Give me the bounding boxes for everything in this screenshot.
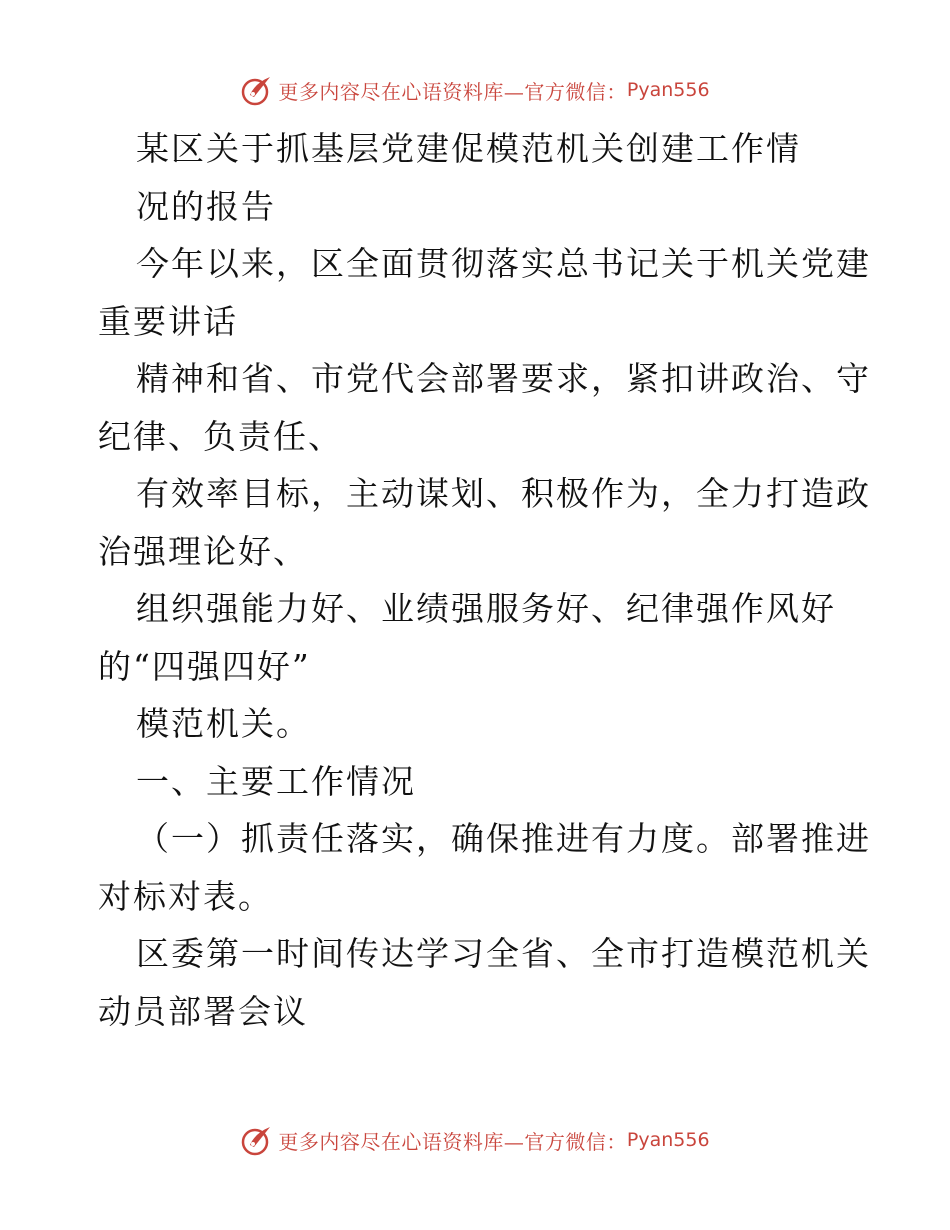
paragraph-line: 今年以来，区全面贯彻落实总书记关于机关党建 [136,244,871,283]
title-line-2: 况的报告 [136,186,276,226]
watermark-text: 更多内容尽在心语资料库—官方微信： [278,79,627,104]
paragraph-line: 重要讲话 [98,301,238,341]
paragraph-line: 精神和省、市党代会部署要求，紧扣讲政治、守 [136,359,871,398]
paragraph-line: 动员部署会议 [98,991,308,1031]
watermark-text: 更多内容尽在心语资料库—官方微信： [278,1129,627,1154]
title-line-1: 某区关于抓基层党建促模范机关创建工作情 [136,129,801,168]
watermark-footer [0,1120,950,1160]
quill-seal-icon [240,1123,274,1157]
paragraph-line: 组织强能力好、业绩强服务好、纪律强作风好 [136,589,836,628]
subsection-heading: （一）抓责任落实，确保推进有力度。部署推进 [136,819,871,858]
paragraph-line: 有效率目标，主动谋划、积极作为，全力打造政 [136,474,871,513]
watermark-wechat-id: Pyan556 [626,79,710,101]
paragraph-line: 纪律、负责任、 [98,416,343,456]
paragraph-line: 对标对表。 [98,876,273,916]
watermark-wechat-id: Pyan556 [626,1129,710,1151]
paragraph-line: 治强理论好、 [98,531,308,571]
document-body [98,120,871,1040]
section-heading: 一、主要工作情况 [136,761,416,801]
paragraph-line: 模范机关。 [136,704,311,743]
watermark-header [0,70,950,110]
quill-seal-icon [240,73,274,107]
paragraph-line: 的“四强四好” [98,646,311,686]
paragraph-line: 区委第一时间传达学习全省、全市打造模范机关 [136,934,871,973]
